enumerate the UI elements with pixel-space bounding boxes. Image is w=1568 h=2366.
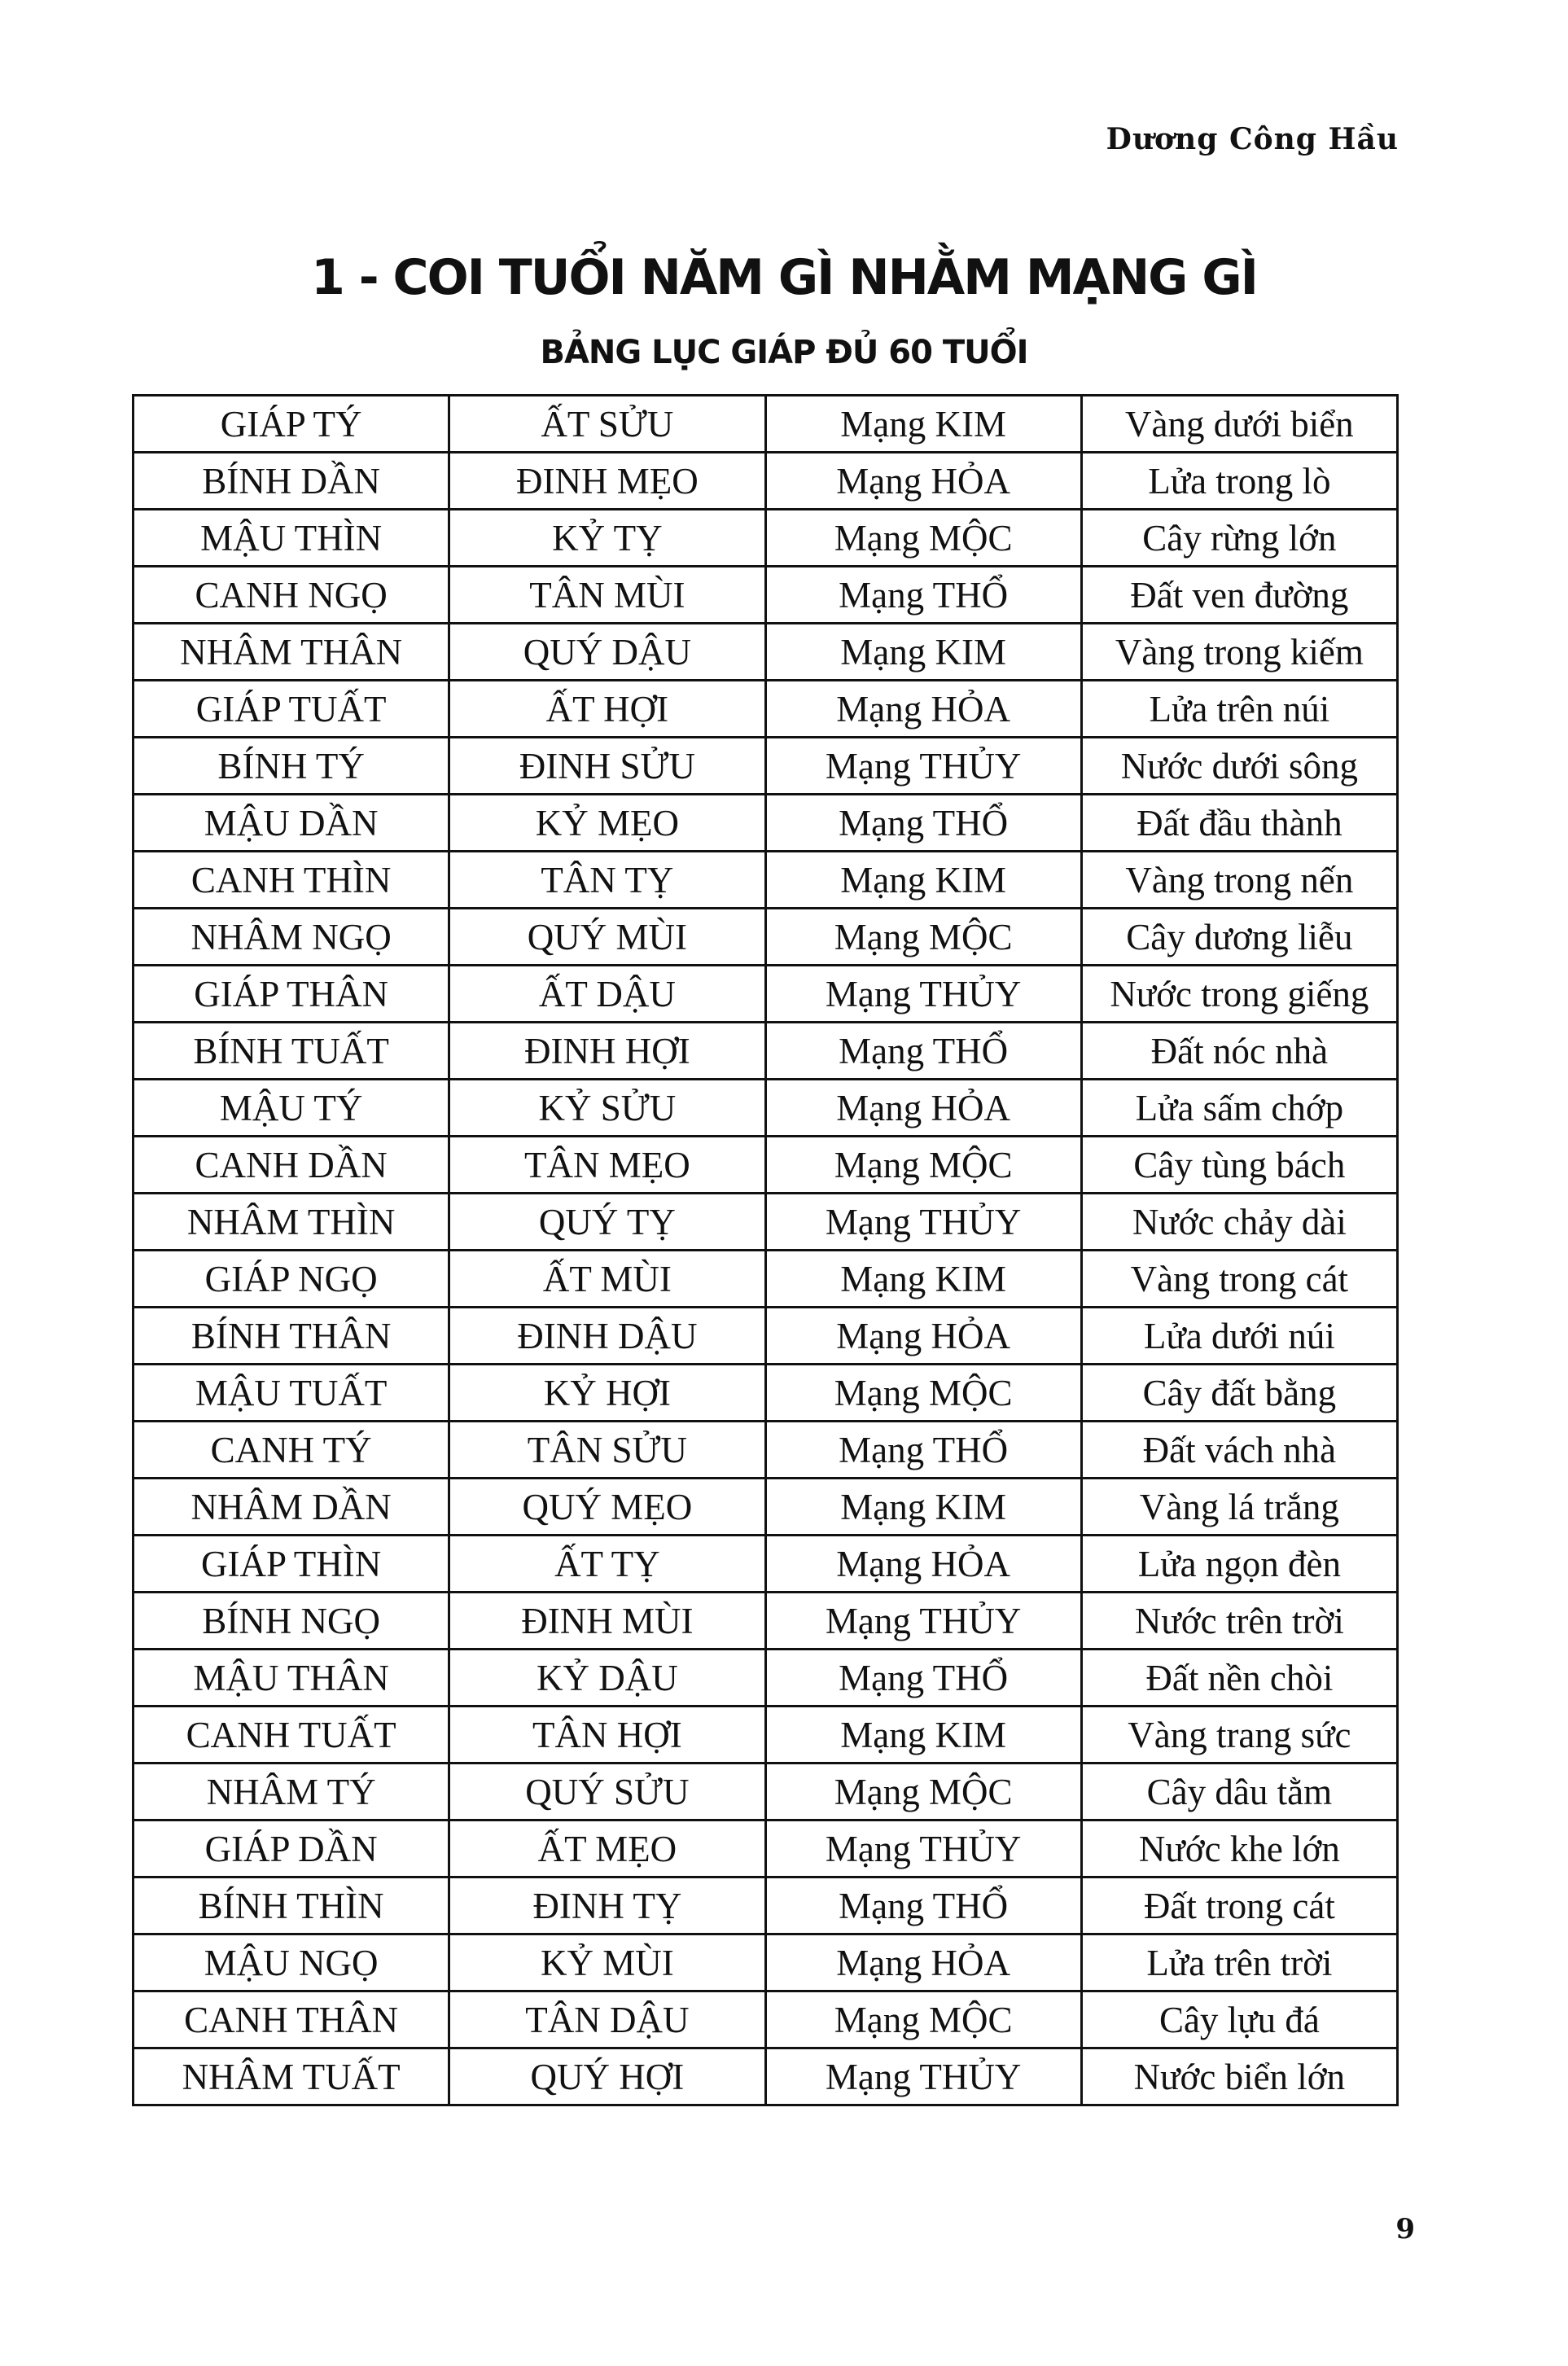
first-year-cell: NHÂM THÂN [134, 624, 449, 681]
table-row [134, 795, 1398, 852]
second-year-cell: TÂN HỢI [449, 1707, 765, 1764]
first-year-cell: MẬU TUẤT [134, 1365, 449, 1422]
table-row [134, 1023, 1398, 1080]
second-year-cell: KỶ SỬU [449, 1080, 765, 1137]
table-row [134, 1422, 1398, 1479]
table-row [134, 1251, 1398, 1308]
first-year-cell: GIÁP TÝ [134, 396, 449, 453]
element-cell: Mạng MỘC [765, 909, 1081, 966]
element-cell: Mạng HỎA [765, 1934, 1081, 1991]
first-year-cell: BÍNH THÂN [134, 1308, 449, 1365]
second-year-cell: ĐINH SỬU [449, 738, 765, 795]
element-cell: Mạng THỦY [765, 1593, 1081, 1650]
second-year-cell: TÂN DẬU [449, 1991, 765, 2048]
element-cell: Mạng KIM [765, 852, 1081, 909]
second-year-cell: KỶ MẸO [449, 795, 765, 852]
first-year-cell: NHÂM TUẤT [134, 2048, 449, 2105]
meaning-cell: Cây tùng bách [1081, 1137, 1397, 1194]
element-cell: Mạng THỦY [765, 966, 1081, 1023]
second-year-cell: TÂN MẸO [449, 1137, 765, 1194]
second-year-cell: ẤT TỴ [449, 1536, 765, 1593]
meaning-cell: Vàng trong kiếm [1081, 624, 1397, 681]
element-cell: Mạng MỘC [765, 1365, 1081, 1422]
first-year-cell: MẬU TÝ [134, 1080, 449, 1137]
table-row [134, 1593, 1398, 1650]
table-row [134, 624, 1398, 681]
table-row [134, 1194, 1398, 1251]
second-year-cell: QUÝ MÙI [449, 909, 765, 966]
element-cell: Mạng KIM [765, 1251, 1081, 1308]
first-year-cell: GIÁP THÂN [134, 966, 449, 1023]
second-year-cell: KỶ TỴ [449, 510, 765, 567]
table-body [134, 396, 1398, 2105]
luc-giap-table [132, 394, 1399, 2106]
element-cell: Mạng HỎA [765, 453, 1081, 510]
table-row [134, 1934, 1398, 1991]
first-year-cell: NHÂM TÝ [134, 1764, 449, 1821]
meaning-cell: Vàng trang sức [1081, 1707, 1397, 1764]
second-year-cell: ẤT MÙI [449, 1251, 765, 1308]
table-row [134, 681, 1398, 738]
element-cell: Mạng MỘC [765, 510, 1081, 567]
second-year-cell: ĐINH TỴ [449, 1877, 765, 1934]
first-year-cell: CANH TÝ [134, 1422, 449, 1479]
element-cell: Mạng THỦY [765, 1821, 1081, 1877]
table-row [134, 1365, 1398, 1422]
table-row [134, 1479, 1398, 1536]
meaning-cell: Cây lựu đá [1081, 1991, 1397, 2048]
table-row [134, 453, 1398, 510]
meaning-cell: Nước trong giếng [1081, 966, 1397, 1023]
element-cell: Mạng THỦY [765, 2048, 1081, 2105]
first-year-cell: MẬU NGỌ [134, 1934, 449, 1991]
first-year-cell: GIÁP TUẤT [134, 681, 449, 738]
second-year-cell: TÂN TỴ [449, 852, 765, 909]
first-year-cell: NHÂM NGỌ [134, 909, 449, 966]
second-year-cell: ĐINH HỢI [449, 1023, 765, 1080]
element-cell: Mạng HỎA [765, 1308, 1081, 1365]
table-row [134, 738, 1398, 795]
table-row [134, 1821, 1398, 1877]
table-row [134, 909, 1398, 966]
meaning-cell: Đất nền chòi [1081, 1650, 1397, 1707]
meaning-cell: Nước chảy dài [1081, 1194, 1397, 1251]
meaning-cell: Đất trong cát [1081, 1877, 1397, 1934]
element-cell: Mạng HỎA [765, 681, 1081, 738]
table-row [134, 1991, 1398, 2048]
page-number: 9 [1395, 2213, 1415, 2246]
first-year-cell: MẬU THÂN [134, 1650, 449, 1707]
first-year-cell: NHÂM DẦN [134, 1479, 449, 1536]
table-row [134, 1707, 1398, 1764]
first-year-cell: MẬU THÌN [134, 510, 449, 567]
table-row [134, 1308, 1398, 1365]
second-year-cell: QUÝ MẸO [449, 1479, 765, 1536]
second-year-cell: QUÝ DẬU [449, 624, 765, 681]
second-year-cell: TÂN MÙI [449, 567, 765, 624]
first-year-cell: GIÁP NGỌ [134, 1251, 449, 1308]
element-cell: Mạng THỔ [765, 1877, 1081, 1934]
meaning-cell: Đất ven đường [1081, 567, 1397, 624]
second-year-cell: KỶ DẬU [449, 1650, 765, 1707]
meaning-cell: Nước trên trời [1081, 1593, 1397, 1650]
second-year-cell: ẤT SỬU [449, 396, 765, 453]
element-cell: Mạng THỔ [765, 1650, 1081, 1707]
second-year-cell: QUÝ HỢI [449, 2048, 765, 2105]
meaning-cell: Lửa trên trời [1081, 1934, 1397, 1991]
second-year-cell: ĐINH DẬU [449, 1308, 765, 1365]
meaning-cell: Đất nóc nhà [1081, 1023, 1397, 1080]
table-subtitle: BẢNG LỤC GIÁP ĐỦ 60 TUỔI [540, 334, 1028, 371]
table-row [134, 1650, 1398, 1707]
table-row [134, 1536, 1398, 1593]
meaning-cell: Cây rừng lớn [1081, 510, 1397, 567]
first-year-cell: BÍNH TÝ [134, 738, 449, 795]
first-year-cell: CANH THÌN [134, 852, 449, 909]
meaning-cell: Lửa ngọn đèn [1081, 1536, 1397, 1593]
meaning-cell: Vàng trong cát [1081, 1251, 1397, 1308]
table-row [134, 510, 1398, 567]
meaning-cell: Đất vách nhà [1081, 1422, 1397, 1479]
meaning-cell: Cây đất bằng [1081, 1365, 1397, 1422]
first-year-cell: BÍNH TUẤT [134, 1023, 449, 1080]
table-row [134, 567, 1398, 624]
second-year-cell: ẤT HỢI [449, 681, 765, 738]
second-year-cell: QUÝ TỴ [449, 1194, 765, 1251]
first-year-cell: MẬU DẦN [134, 795, 449, 852]
element-cell: Mạng MỘC [765, 1764, 1081, 1821]
element-cell: Mạng HỎA [765, 1536, 1081, 1593]
first-year-cell: BÍNH DẦN [134, 453, 449, 510]
running-header-author: Dương Công Hầu [1106, 122, 1399, 156]
first-year-cell: CANH THÂN [134, 1991, 449, 2048]
table-row [134, 1137, 1398, 1194]
element-cell: Mạng THỦY [765, 1194, 1081, 1251]
meaning-cell: Cây dương liễu [1081, 909, 1397, 966]
table-row [134, 852, 1398, 909]
second-year-cell: ẤT DẬU [449, 966, 765, 1023]
meaning-cell: Đất đầu thành [1081, 795, 1397, 852]
table-row [134, 1764, 1398, 1821]
meaning-cell: Nước dưới sông [1081, 738, 1397, 795]
table-row [134, 1080, 1398, 1137]
page-title: 1 - COI TUỔI NĂM GÌ NHẰM MẠNG GÌ [311, 249, 1257, 306]
second-year-cell: ĐINH MẸO [449, 453, 765, 510]
meaning-cell: Vàng trong nến [1081, 852, 1397, 909]
first-year-cell: BÍNH NGỌ [134, 1593, 449, 1650]
element-cell: Mạng KIM [765, 396, 1081, 453]
element-cell: Mạng THỔ [765, 1023, 1081, 1080]
second-year-cell: ĐINH MÙI [449, 1593, 765, 1650]
first-year-cell: CANH TUẤT [134, 1707, 449, 1764]
meaning-cell: Lửa trên núi [1081, 681, 1397, 738]
meaning-cell: Cây dâu tằm [1081, 1764, 1397, 1821]
meaning-cell: Vàng lá trắng [1081, 1479, 1397, 1536]
first-year-cell: GIÁP THÌN [134, 1536, 449, 1593]
element-cell: Mạng KIM [765, 1707, 1081, 1764]
first-year-cell: BÍNH THÌN [134, 1877, 449, 1934]
element-cell: Mạng KIM [765, 1479, 1081, 1536]
second-year-cell: QUÝ SỬU [449, 1764, 765, 1821]
meaning-cell: Lửa dưới núi [1081, 1308, 1397, 1365]
second-year-cell: KỶ HỢI [449, 1365, 765, 1422]
second-year-cell: TÂN SỬU [449, 1422, 765, 1479]
second-year-cell: KỶ MÙI [449, 1934, 765, 1991]
table-row [134, 2048, 1398, 2105]
meaning-cell: Lửa trong lò [1081, 453, 1397, 510]
element-cell: Mạng THỔ [765, 1422, 1081, 1479]
table-row [134, 966, 1398, 1023]
element-cell: Mạng THỔ [765, 795, 1081, 852]
meaning-cell: Vàng dưới biển [1081, 396, 1397, 453]
first-year-cell: CANH DẦN [134, 1137, 449, 1194]
element-cell: Mạng THỦY [765, 738, 1081, 795]
first-year-cell: CANH NGỌ [134, 567, 449, 624]
element-cell: Mạng KIM [765, 624, 1081, 681]
meaning-cell: Nước khe lớn [1081, 1821, 1397, 1877]
element-cell: Mạng HỎA [765, 1080, 1081, 1137]
first-year-cell: GIÁP DẦN [134, 1821, 449, 1877]
second-year-cell: ẤT MẸO [449, 1821, 765, 1877]
element-cell: Mạng THỔ [765, 567, 1081, 624]
meaning-cell: Nước biển lớn [1081, 2048, 1397, 2105]
table-row [134, 1877, 1398, 1934]
table-row [134, 396, 1398, 453]
element-cell: Mạng MỘC [765, 1137, 1081, 1194]
element-cell: Mạng MỘC [765, 1991, 1081, 2048]
first-year-cell: NHÂM THÌN [134, 1194, 449, 1251]
meaning-cell: Lửa sấm chớp [1081, 1080, 1397, 1137]
